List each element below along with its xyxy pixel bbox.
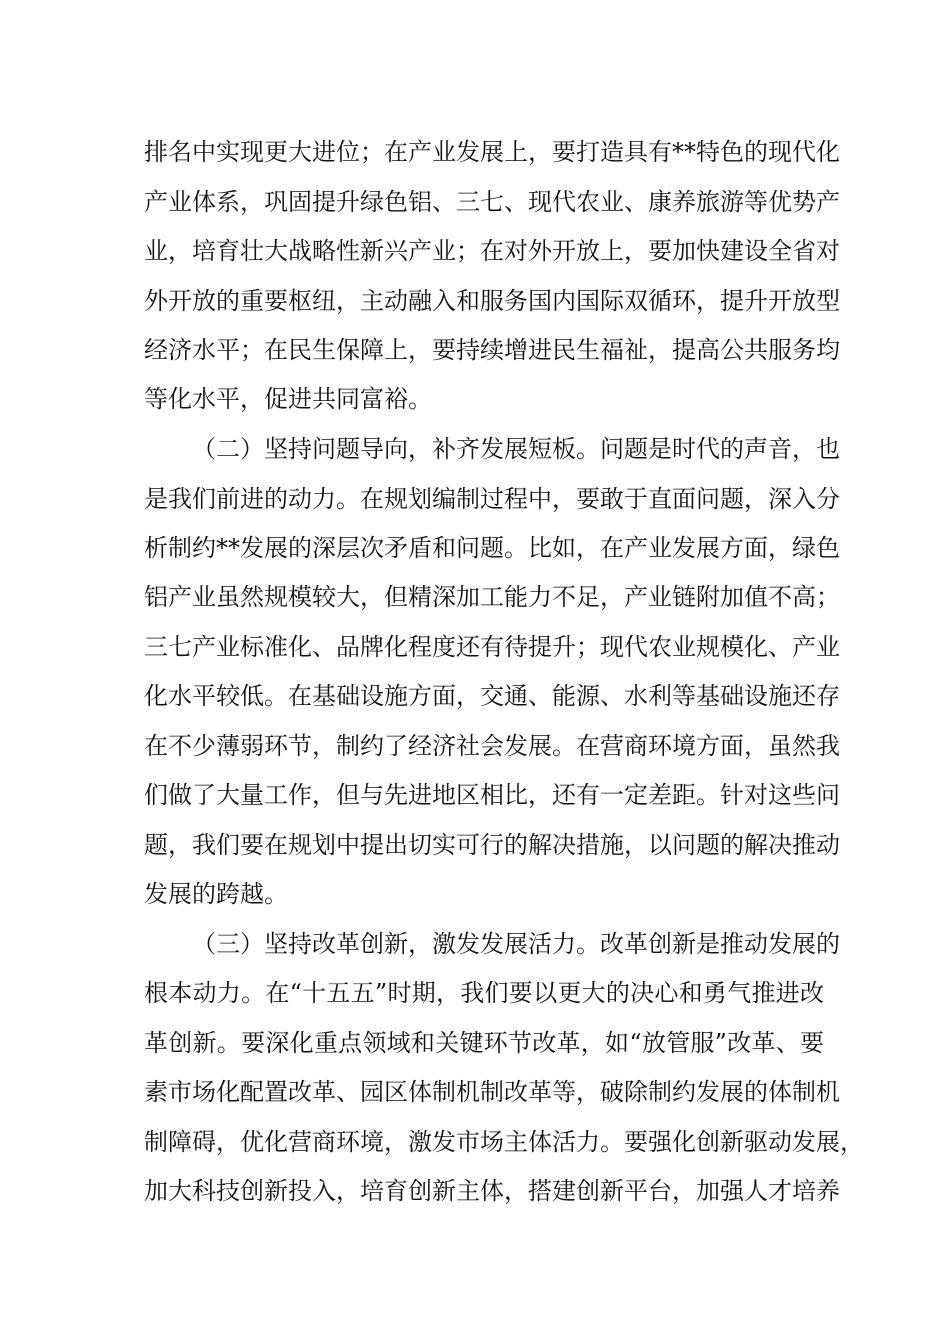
paragraph-3-line-6: 加大科技创新投入，培育创新主体，搭建创新平台，加强人才培养 [144, 1177, 840, 1205]
paragraph-2-line-2: 是我们前进的动力。在规划编制过程中，要敢于直面问题，深入分 [144, 485, 840, 513]
paragraph-2-line-10: 发展的跨越。 [144, 880, 288, 908]
paragraph-1-line-1: 排名中实现更大进位；在产业发展上，要打造具有**特色的现代化 [144, 138, 840, 166]
paragraph-1-line-4: 外开放的重要枢纽，主动融入和服务国内国际双循环，提升开放型 [144, 287, 840, 315]
paragraph-3-line-2: 根本动力。在“十五五”时期，我们要以更大的决心和勇气推进改 [144, 979, 824, 1007]
paragraph-1-line-5: 经济水平；在民生保障上，要持续增进民生福祉，提高公共服务均 [144, 336, 840, 364]
paragraph-2-line-5: 三七产业标准化、品牌化程度还有待提升；现代农业规模化、产业 [144, 633, 840, 661]
paragraph-3-line-1: （三）坚持改革创新，激发发展活力。改革创新是推动发展的 [192, 930, 840, 958]
paragraph-2-line-9: 题，我们要在规划中提出切实可行的解决措施，以问题的解决推动 [144, 831, 840, 859]
paragraph-3-line-5: 制障碍，优化营商环境，激发市场主体活力。要强化创新驱动发展， [144, 1128, 864, 1156]
paragraph-2-line-1: （二）坚持问题导向，补齐发展短板。问题是时代的声音，也 [192, 435, 840, 463]
paragraph-2-line-8: 们做了大量工作，但与先进地区相比，还有一定差距。针对这些问 [144, 781, 840, 809]
paragraph-3-line-4: 素市场化配置改革、园区体制机制改革等，破除制约发展的体制机 [144, 1078, 840, 1106]
paragraph-3-line-3: 革创新。要深化重点领域和关键环节改革，如“放管服”改革、要 [144, 1029, 824, 1057]
paragraph-2-line-6: 化水平较低。在基础设施方面，交通、能源、水利等基础设施还存 [144, 682, 840, 710]
paragraph-2-line-4: 铝产业虽然规模较大，但精深加工能力不足，产业链附加值不高； [144, 583, 840, 611]
paragraph-1-line-6: 等化水平，促进共同富裕。 [144, 385, 432, 413]
paragraph-1-line-2: 产业体系，巩固提升绿色铝、三七、现代农业、康养旅游等优势产 [144, 188, 840, 216]
paragraph-1-line-3: 业，培育壮大战略性新兴产业；在对外开放上，要加快建设全省对 [144, 237, 840, 265]
paragraph-2-line-7: 在不少薄弱环节，制约了经济社会发展。在营商环境方面，虽然我 [144, 732, 840, 760]
paragraph-2-line-3: 析制约**发展的深层次矛盾和问题。比如，在产业发展方面，绿色 [144, 534, 840, 562]
